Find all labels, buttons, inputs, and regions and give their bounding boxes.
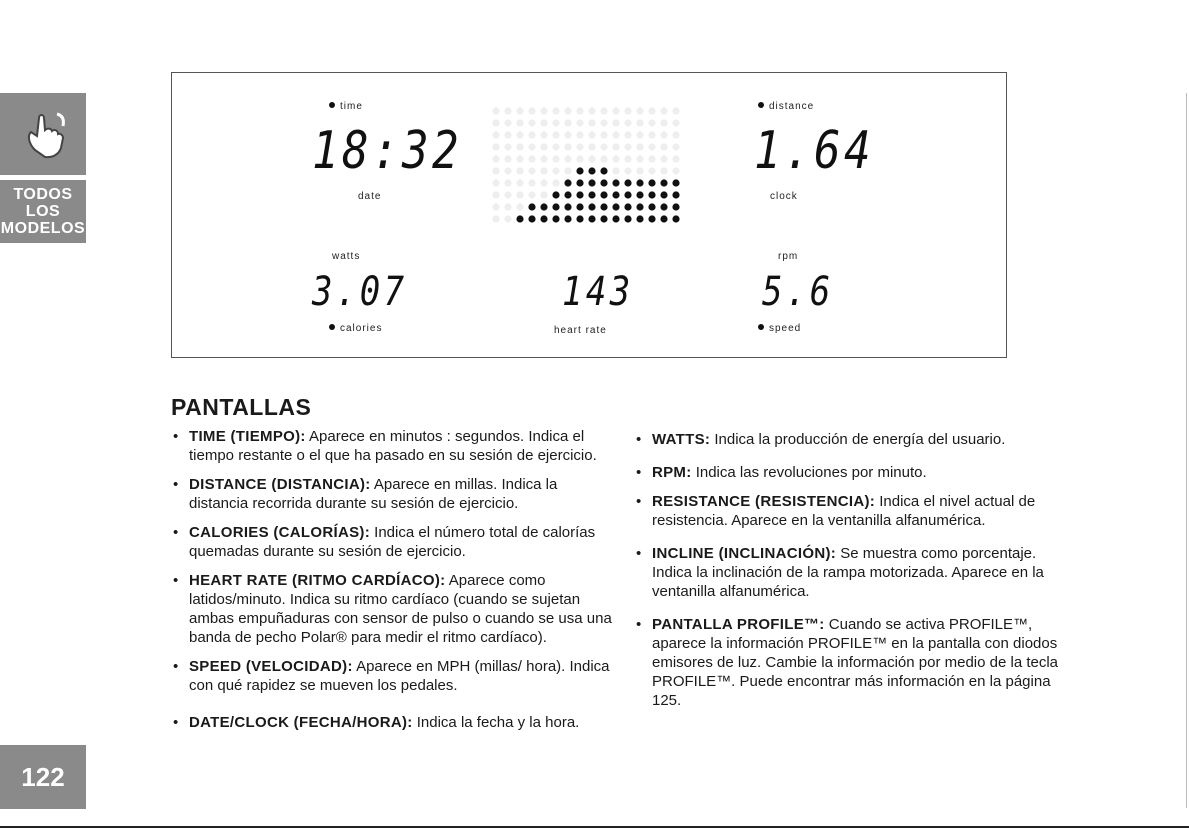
unlit-led xyxy=(636,143,643,150)
unlit-led xyxy=(492,215,499,222)
unlit-led xyxy=(672,155,679,162)
lit-led xyxy=(540,215,547,222)
unlit-led xyxy=(600,107,607,114)
lit-led xyxy=(612,179,619,186)
unlit-led xyxy=(492,155,499,162)
lit-led xyxy=(648,179,655,186)
unlit-led xyxy=(660,131,667,138)
lit-led xyxy=(612,203,619,210)
unlit-led xyxy=(528,131,535,138)
unlit-led xyxy=(516,119,523,126)
list-item: • TIME (TIEMPO): Aparece en minutos : segundos. Indica el tiempo restante o el que ha pasado en su sesión de ejercicio. xyxy=(171,427,619,465)
unlit-led xyxy=(672,143,679,150)
unlit-led xyxy=(576,131,583,138)
lit-led xyxy=(672,215,679,222)
unlit-led xyxy=(660,167,667,174)
all-models-icon-tab xyxy=(0,93,86,175)
unlit-led xyxy=(552,179,559,186)
unlit-led xyxy=(588,107,595,114)
unlit-led xyxy=(600,143,607,150)
unlit-led xyxy=(540,107,547,114)
unlit-led xyxy=(576,155,583,162)
list-item: • WATTS: Indica la producción de energía del usuario. xyxy=(634,430,1064,449)
unlit-led xyxy=(576,119,583,126)
lit-led xyxy=(564,215,571,222)
unlit-led xyxy=(492,167,499,174)
page-number: 122 xyxy=(0,745,86,809)
tab-line-3: MODELOS xyxy=(0,220,86,237)
lit-led xyxy=(612,215,619,222)
unlit-led xyxy=(504,203,511,210)
unlit-led xyxy=(636,107,643,114)
lit-led xyxy=(672,179,679,186)
unlit-led xyxy=(540,167,547,174)
unlit-led xyxy=(516,107,523,114)
unlit-led xyxy=(660,143,667,150)
unlit-led xyxy=(492,107,499,114)
unlit-led xyxy=(624,167,631,174)
unlit-led xyxy=(672,107,679,114)
unlit-led xyxy=(540,143,547,150)
list-item: • DISTANCE (DISTANCIA): Aparece en millas. Indica la distancia recorrida durante su sesión de ejercicio. xyxy=(171,475,619,513)
list-item: • SPEED (VELOCIDAD): Aparece en MPH (millas/ hora). Indica con qué rapidez se mueven los pedales. xyxy=(171,657,619,695)
lit-led xyxy=(624,179,631,186)
lit-led xyxy=(576,179,583,186)
distance-indicator-dot xyxy=(758,102,764,108)
unlit-led xyxy=(504,155,511,162)
unlit-led xyxy=(528,167,535,174)
lit-led xyxy=(660,203,667,210)
lit-led xyxy=(576,203,583,210)
heart-rate-label: heart rate xyxy=(554,325,607,336)
lit-led xyxy=(600,167,607,174)
unlit-led xyxy=(660,107,667,114)
unlit-led xyxy=(504,131,511,138)
lit-led xyxy=(528,215,535,222)
lit-led xyxy=(528,203,535,210)
unlit-led xyxy=(564,119,571,126)
unlit-led xyxy=(600,155,607,162)
unlit-led xyxy=(576,143,583,150)
lit-led xyxy=(588,167,595,174)
unlit-led xyxy=(528,119,535,126)
unlit-led xyxy=(564,143,571,150)
unlit-led xyxy=(564,155,571,162)
unlit-led xyxy=(492,179,499,186)
lit-led xyxy=(564,203,571,210)
unlit-led xyxy=(540,191,547,198)
calories-indicator-dot xyxy=(329,324,335,330)
unlit-led xyxy=(552,107,559,114)
list-item: • RPM: Indica las revoluciones por minuto. xyxy=(634,463,1064,482)
lit-led xyxy=(576,215,583,222)
unlit-led xyxy=(492,143,499,150)
lit-led xyxy=(648,203,655,210)
unlit-led xyxy=(576,107,583,114)
unlit-led xyxy=(504,119,511,126)
unlit-led xyxy=(564,167,571,174)
unlit-led xyxy=(612,131,619,138)
lit-led xyxy=(600,203,607,210)
left-description-list xyxy=(171,427,619,742)
unlit-led xyxy=(648,155,655,162)
tab-line-2: LOS xyxy=(25,203,61,220)
lit-led xyxy=(600,179,607,186)
unlit-led xyxy=(588,143,595,150)
unlit-led xyxy=(540,155,547,162)
section-heading: PANTALLAS xyxy=(171,394,312,420)
list-item: • PANTALLA PROFILE™: Cuando se activa PROFILE™, aparece la información PROFILE™ en la pantalla con diodos emisores de luz. Cambie la información por medio de la tecla PROFILE™. Puede encontrar más información en la página 125. xyxy=(634,615,1064,710)
unlit-led xyxy=(648,131,655,138)
unlit-led xyxy=(492,203,499,210)
clock-label: clock xyxy=(770,191,798,202)
unlit-led xyxy=(588,131,595,138)
rpm-label: rpm xyxy=(778,251,799,262)
unlit-led xyxy=(636,155,643,162)
lit-led xyxy=(636,179,643,186)
unlit-led xyxy=(612,167,619,174)
list-item: • INCLINE (INCLINACIÓN): Se muestra como porcentaje. Indica la inclinación de la rampa motorizada. Aparece en la ventanilla alfanumérica. xyxy=(634,544,1064,601)
lit-led xyxy=(552,215,559,222)
lit-led xyxy=(552,203,559,210)
lit-led xyxy=(672,203,679,210)
watts-label: watts xyxy=(332,251,361,262)
unlit-led xyxy=(672,131,679,138)
lit-led xyxy=(552,191,559,198)
heart-rate-readout: 143 xyxy=(562,269,634,315)
unlit-led xyxy=(624,131,631,138)
lit-led xyxy=(564,179,571,186)
unlit-led xyxy=(504,215,511,222)
unlit-led xyxy=(660,155,667,162)
unlit-led xyxy=(588,119,595,126)
unlit-led xyxy=(648,167,655,174)
unlit-led xyxy=(504,143,511,150)
unlit-led xyxy=(492,119,499,126)
lit-led xyxy=(540,203,547,210)
unlit-led xyxy=(552,119,559,126)
unlit-led xyxy=(540,179,547,186)
lit-led xyxy=(624,215,631,222)
lit-led xyxy=(612,191,619,198)
unlit-led xyxy=(624,155,631,162)
speed-readout: 5.6 xyxy=(762,269,834,315)
date-label: date xyxy=(358,191,382,202)
distance-label: distance xyxy=(758,101,814,112)
unlit-led xyxy=(516,143,523,150)
unlit-led xyxy=(540,119,547,126)
lit-led xyxy=(588,191,595,198)
unlit-led xyxy=(600,119,607,126)
lit-led xyxy=(660,215,667,222)
unlit-led xyxy=(492,191,499,198)
lit-led xyxy=(588,179,595,186)
lit-led xyxy=(600,215,607,222)
unlit-led xyxy=(600,131,607,138)
unlit-led xyxy=(504,167,511,174)
unlit-led xyxy=(504,179,511,186)
unlit-led xyxy=(648,143,655,150)
unlit-led xyxy=(564,107,571,114)
page-edge-rule xyxy=(1186,93,1187,808)
tab-line-1: TODOS xyxy=(13,186,73,203)
unlit-led xyxy=(528,155,535,162)
unlit-led xyxy=(624,143,631,150)
unlit-led xyxy=(612,107,619,114)
unlit-led xyxy=(660,119,667,126)
time-readout: 18:32 xyxy=(312,121,463,181)
list-item: • CALORIES (CALORÍAS): Indica el número total de calorías quemadas durante su sesión de ejercicio. xyxy=(171,523,619,561)
unlit-led xyxy=(624,107,631,114)
lit-led xyxy=(624,191,631,198)
unlit-led xyxy=(612,143,619,150)
unlit-led xyxy=(504,107,511,114)
unlit-led xyxy=(612,155,619,162)
lit-led xyxy=(660,191,667,198)
lit-led xyxy=(648,191,655,198)
lit-led xyxy=(588,215,595,222)
unlit-led xyxy=(516,155,523,162)
lit-led xyxy=(516,215,523,222)
page-bottom-rule xyxy=(0,826,1189,828)
speed-label: speed xyxy=(758,323,801,334)
list-item: • HEART RATE (RITMO CARDÍACO): Aparece como latidos/minuto. Indica su ritmo cardíaco (cuando se sujetan ambas empuñaduras con sensor de pulso o cuando se usa una banda de pecho Polar® para medir el ritmo cardíaco). xyxy=(171,571,619,647)
lit-led xyxy=(588,203,595,210)
unlit-led xyxy=(528,143,535,150)
all-models-tab xyxy=(0,180,86,243)
speed-indicator-dot xyxy=(758,324,764,330)
lit-led xyxy=(636,203,643,210)
unlit-led xyxy=(516,191,523,198)
lit-led xyxy=(624,203,631,210)
unlit-led xyxy=(552,167,559,174)
console-display xyxy=(171,72,1007,358)
lit-led xyxy=(636,215,643,222)
lit-led xyxy=(648,215,655,222)
hand-pointer-icon xyxy=(13,104,73,164)
unlit-led xyxy=(540,131,547,138)
unlit-led xyxy=(492,131,499,138)
unlit-led xyxy=(636,167,643,174)
unlit-led xyxy=(588,155,595,162)
unlit-led xyxy=(612,119,619,126)
right-description-list xyxy=(634,430,1064,720)
list-item: • RESISTANCE (RESISTENCIA): Indica el nivel actual de resistencia. Aparece en la ventanilla alfanumérica. xyxy=(634,492,1064,530)
lit-led xyxy=(636,191,643,198)
lit-led xyxy=(564,191,571,198)
time-label: time xyxy=(329,101,363,112)
unlit-led xyxy=(636,119,643,126)
lit-led xyxy=(672,191,679,198)
unlit-led xyxy=(552,155,559,162)
unlit-led xyxy=(648,107,655,114)
unlit-led xyxy=(528,179,535,186)
unlit-led xyxy=(516,179,523,186)
unlit-led xyxy=(552,131,559,138)
unlit-led xyxy=(648,119,655,126)
unlit-led xyxy=(528,191,535,198)
unlit-led xyxy=(516,131,523,138)
unlit-led xyxy=(528,107,535,114)
distance-readout: 1.64 xyxy=(754,121,875,181)
unlit-led xyxy=(504,191,511,198)
unlit-led xyxy=(564,131,571,138)
list-item: • DATE/CLOCK (FECHA/HORA): Indica la fecha y la hora. xyxy=(171,713,619,732)
calories-label: calories xyxy=(329,323,382,334)
time-indicator-dot xyxy=(329,102,335,108)
lit-led xyxy=(660,179,667,186)
unlit-led xyxy=(672,167,679,174)
unlit-led xyxy=(552,143,559,150)
lit-led xyxy=(576,167,583,174)
profile-led-matrix xyxy=(490,105,690,245)
unlit-led xyxy=(516,203,523,210)
unlit-led xyxy=(624,119,631,126)
unlit-led xyxy=(636,131,643,138)
watts-readout: 3.07 xyxy=(312,269,408,315)
unlit-led xyxy=(516,167,523,174)
unlit-led xyxy=(672,119,679,126)
lit-led xyxy=(576,191,583,198)
lit-led xyxy=(600,191,607,198)
